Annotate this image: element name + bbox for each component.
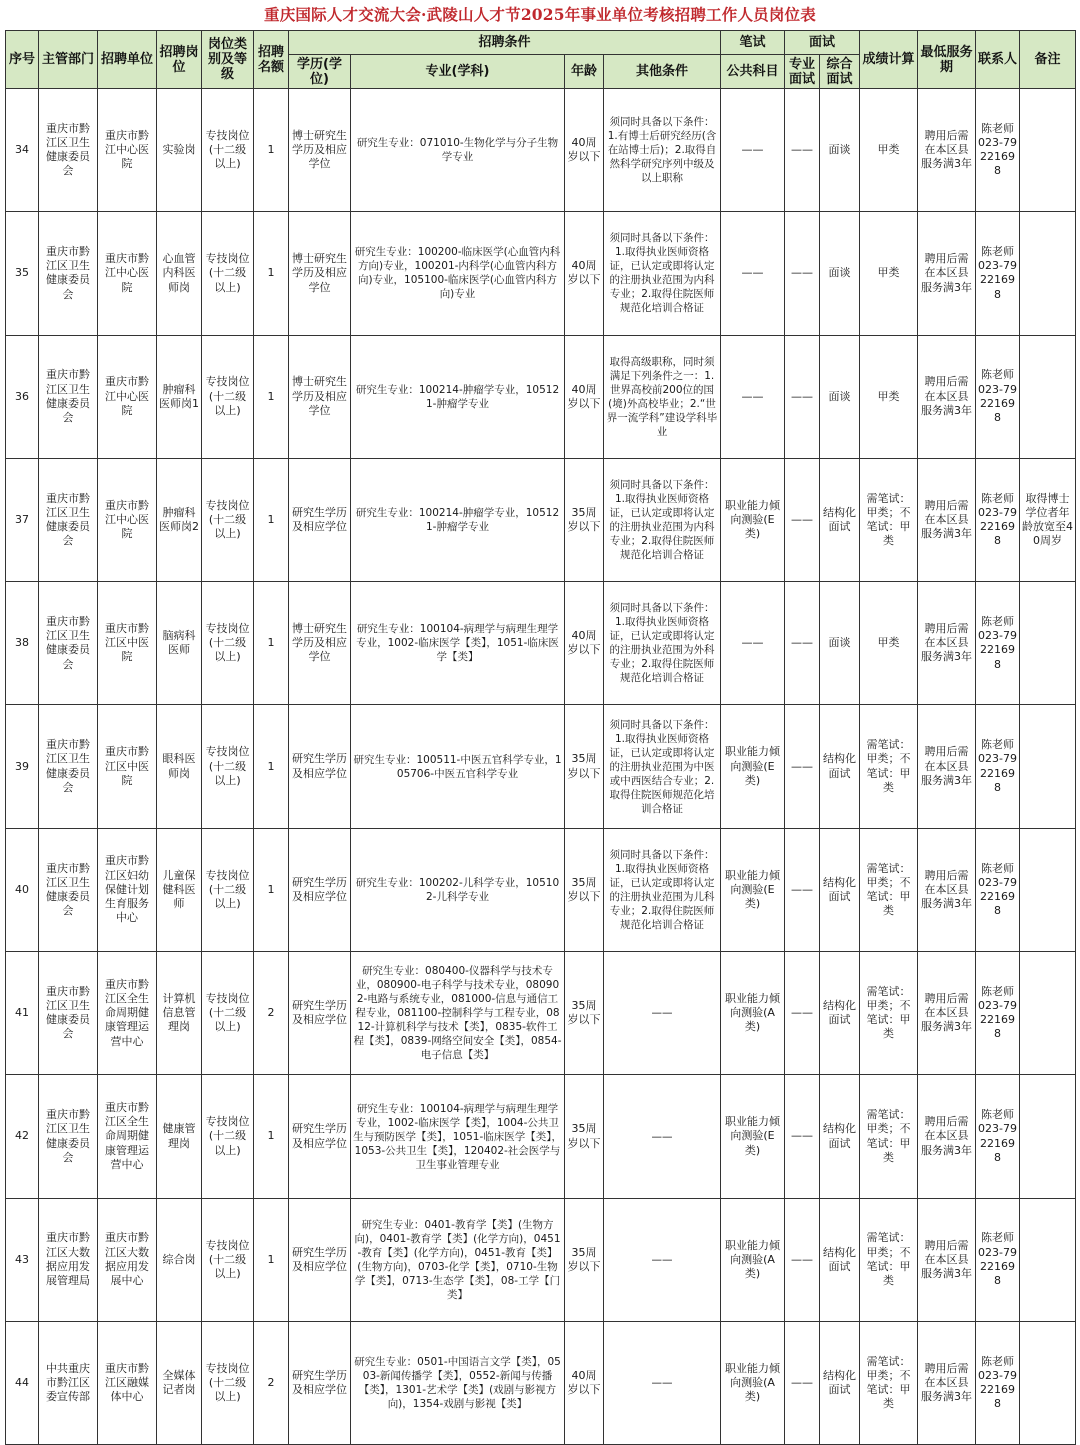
row-unit: 重庆市黔江区中医院 <box>98 582 157 705</box>
table-row <box>6 212 1076 335</box>
row-score: 需笔试：甲类；不笔试：甲类 <box>860 705 918 828</box>
header-score: 成绩计算 <box>860 31 918 89</box>
header-major: 专业(学科) <box>351 55 565 89</box>
row-score: 甲类 <box>860 89 918 212</box>
row-remark <box>1020 582 1076 705</box>
row-dept: 重庆市黔江区卫生健康委员会 <box>39 705 98 828</box>
row-age: 35周岁以下 <box>565 1198 604 1321</box>
row-age: 40周岁以下 <box>565 582 604 705</box>
row-dept: 重庆市黔江区大数据应用发展管理局 <box>39 1198 98 1321</box>
row-remark <box>1020 335 1076 458</box>
row-seq: 34 <box>6 89 39 212</box>
table-row <box>6 1321 1076 1444</box>
row-pro-interview: —— <box>785 828 820 951</box>
header-pro-interview: 专业面试 <box>785 55 820 89</box>
header-contact: 联系人 <box>976 31 1020 89</box>
row-score: 甲类 <box>860 582 918 705</box>
page-title: 重庆国际人才交流大会·武陵山人才节2025年事业单位考核招聘工作人员岗位表 <box>264 5 816 24</box>
row-other: 须同时具备以下条件：1.有博士后研究经历(含在站博士后)；2.取得自然科学研究序列中级及以上职称 <box>604 89 721 212</box>
row-remark <box>1020 89 1076 212</box>
row-comp-interview: 结构化面试 <box>820 1321 860 1444</box>
row-pro-interview: —— <box>785 1075 820 1198</box>
row-written-subject: —— <box>721 212 785 335</box>
row-dept: 重庆市黔江区卫生健康委员会 <box>39 1075 98 1198</box>
row-pro-interview: —— <box>785 335 820 458</box>
row-category: 专技岗位(十二级以上) <box>202 828 254 951</box>
row-edu: 研究生学历及相应学位 <box>289 705 351 828</box>
row-comp-interview: 面谈 <box>820 335 860 458</box>
row-pro-interview: —— <box>785 705 820 828</box>
row-category: 专技岗位(十二级以上) <box>202 1075 254 1198</box>
header-edu: 学历(学位) <box>289 55 351 89</box>
row-unit: 重庆市黔江区大数据应用发展中心 <box>98 1198 157 1321</box>
row-dept: 重庆市黔江区卫生健康委员会 <box>39 828 98 951</box>
row-unit: 重庆市黔江中心医院 <box>98 458 157 581</box>
row-other: 须同时具备以下条件：1.取得执业医师资格证，已认定或即将认定的注册执业范围为内科专业；2.取得住院医师规范化培训合格证 <box>604 458 721 581</box>
row-other: 须同时具备以下条件：1.取得执业医师资格证，已认定或即将认定的注册执业范围为中医或中西医结合专业；2.取得住院医师规范化培训合格证 <box>604 705 721 828</box>
row-age: 35周岁以下 <box>565 828 604 951</box>
row-edu: 研究生学历及相应学位 <box>289 828 351 951</box>
row-written-subject: 职业能力倾向测验(A类) <box>721 952 785 1075</box>
row-edu: 研究生学历及相应学位 <box>289 1075 351 1198</box>
row-min-service: 聘用后需在本区县服务满3年 <box>918 458 976 581</box>
header-interview: 面试 <box>785 31 860 55</box>
row-written-subject: 职业能力倾向测验(E类) <box>721 828 785 951</box>
row-dept: 重庆市黔江区卫生健康委员会 <box>39 89 98 212</box>
row-written-subject: 职业能力倾向测验(E类) <box>721 1075 785 1198</box>
row-contact: 陈老师023-79221698 <box>976 1075 1020 1198</box>
row-unit: 重庆市黔江区妇幼保健计划生育服务中心 <box>98 828 157 951</box>
row-edu: 博士研究生学历及相应学位 <box>289 212 351 335</box>
row-post: 眼科医师岗 <box>157 705 202 828</box>
table-row <box>6 1198 1076 1321</box>
row-score: 需笔试：甲类；不笔试：甲类 <box>860 458 918 581</box>
row-other: 须同时具备以下条件：1.取得执业医师资格证，已认定或即将认定的注册执业范围为儿科专业；2.取得住院医师规范化培训合格证 <box>604 828 721 951</box>
row-score: 甲类 <box>860 212 918 335</box>
row-age: 40周岁以下 <box>565 335 604 458</box>
row-remark <box>1020 952 1076 1075</box>
row-age: 35周岁以下 <box>565 705 604 828</box>
header-age: 年龄 <box>565 55 604 89</box>
row-contact: 陈老师023-79221698 <box>976 828 1020 951</box>
row-post: 实验岗 <box>157 89 202 212</box>
row-other: 须同时具备以下条件：1.取得执业医师资格证，已认定或即将认定的注册执业范围为外科专业；2.取得住院医师规范化培训合格证 <box>604 582 721 705</box>
table-row <box>6 1075 1076 1198</box>
row-pro-interview: —— <box>785 952 820 1075</box>
row-unit: 重庆市黔江区全生命周期健康管理运营中心 <box>98 1075 157 1198</box>
row-edu: 研究生学历及相应学位 <box>289 1198 351 1321</box>
header-unit: 招聘单位 <box>98 31 157 89</box>
row-dept: 重庆市黔江区卫生健康委员会 <box>39 582 98 705</box>
row-category: 专技岗位(十二级以上) <box>202 582 254 705</box>
row-edu: 博士研究生学历及相应学位 <box>289 582 351 705</box>
row-other: —— <box>604 1198 721 1321</box>
row-major: 研究生专业：100200-临床医学(心血管内科方向)专业，100201-内科学(心血管内科方向)专业，105100-临床医学(心血管内科方向)专业 <box>351 212 565 335</box>
row-category: 专技岗位(十二级以上) <box>202 335 254 458</box>
header-dept: 主管部门 <box>39 31 98 89</box>
row-post: 健康管理岗 <box>157 1075 202 1198</box>
row-edu: 研究生学历及相应学位 <box>289 952 351 1075</box>
row-age: 40周岁以下 <box>565 1321 604 1444</box>
row-contact: 陈老师023-79221698 <box>976 1321 1020 1444</box>
row-written-subject: 职业能力倾向测验(E类) <box>721 705 785 828</box>
row-unit: 重庆市黔江中心医院 <box>98 212 157 335</box>
row-remark <box>1020 828 1076 951</box>
row-age: 35周岁以下 <box>565 952 604 1075</box>
row-pro-interview: —— <box>785 458 820 581</box>
row-category: 专技岗位(十二级以上) <box>202 1321 254 1444</box>
row-edu: 研究生学历及相应学位 <box>289 458 351 581</box>
row-other: —— <box>604 952 721 1075</box>
table-row <box>6 89 1076 212</box>
row-min-service: 聘用后需在本区县服务满3年 <box>918 1321 976 1444</box>
row-seq: 44 <box>6 1321 39 1444</box>
row-seq: 40 <box>6 828 39 951</box>
table-row <box>6 705 1076 828</box>
header-remark: 备注 <box>1020 31 1076 89</box>
row-remark <box>1020 1075 1076 1198</box>
row-unit: 重庆市黔江区全生命周期健康管理运营中心 <box>98 952 157 1075</box>
row-pro-interview: —— <box>785 1321 820 1444</box>
header-comp-interview: 综合面试 <box>820 55 860 89</box>
row-age: 40周岁以下 <box>565 212 604 335</box>
header-category: 岗位类别及等级 <box>202 31 254 89</box>
row-min-service: 聘用后需在本区县服务满3年 <box>918 1198 976 1321</box>
row-seq: 38 <box>6 582 39 705</box>
row-post: 计算机信息管理岗 <box>157 952 202 1075</box>
row-major: 研究生专业：100104-病理学与病理生理学专业，1002-临床医学【类】，1051-临床医学【类】 <box>351 582 565 705</box>
row-seq: 43 <box>6 1198 39 1321</box>
row-major: 研究生专业：071010-生物化学与分子生物学专业 <box>351 89 565 212</box>
row-category: 专技岗位(十二级以上) <box>202 458 254 581</box>
row-seq: 39 <box>6 705 39 828</box>
table-row <box>6 582 1076 705</box>
row-count: 1 <box>254 89 289 212</box>
row-count: 1 <box>254 582 289 705</box>
row-major: 研究生专业：100214-肿瘤学专业，105121-肿瘤学专业 <box>351 458 565 581</box>
row-dept: 中共重庆市黔江区委宣传部 <box>39 1321 98 1444</box>
row-remark: 取得博士学位者年龄放宽至40周岁 <box>1020 458 1076 581</box>
row-count: 1 <box>254 705 289 828</box>
row-major: 研究生专业：0401-教育学【类】(生物方向)，0401-教育学【类】(化学方向)，0451-教育【类】(化学方向)，0451-教育【类】(生物方向)，0703-化学【类】，0710-生物学【类】，0713-生态学【类】，08-工学【门类】 <box>351 1198 565 1321</box>
row-pro-interview: —— <box>785 89 820 212</box>
row-contact: 陈老师023-79221698 <box>976 89 1020 212</box>
row-contact: 陈老师023-79221698 <box>976 705 1020 828</box>
row-age: 35周岁以下 <box>565 458 604 581</box>
row-category: 专技岗位(十二级以上) <box>202 1198 254 1321</box>
row-min-service: 聘用后需在本区县服务满3年 <box>918 705 976 828</box>
row-written-subject: —— <box>721 582 785 705</box>
row-post: 肿瘤科医师岗1 <box>157 335 202 458</box>
header-post: 招聘岗位 <box>157 31 202 89</box>
row-category: 专技岗位(十二级以上) <box>202 212 254 335</box>
row-dept: 重庆市黔江区卫生健康委员会 <box>39 335 98 458</box>
row-other: 须同时具备以下条件：1.取得执业医师资格证，已认定或即将认定的注册执业范围为内科专业；2.取得住院医师规范化培训合格证 <box>604 212 721 335</box>
row-written-subject: 职业能力倾向测验(E类) <box>721 458 785 581</box>
header-seq: 序号 <box>6 31 39 89</box>
row-post: 儿童保健科医师 <box>157 828 202 951</box>
row-other: —— <box>604 1321 721 1444</box>
row-min-service: 聘用后需在本区县服务满3年 <box>918 1075 976 1198</box>
row-comp-interview: 结构化面试 <box>820 828 860 951</box>
row-category: 专技岗位(十二级以上) <box>202 952 254 1075</box>
row-post: 脑病科医师 <box>157 582 202 705</box>
row-written-subject: 职业能力倾向测验(A类) <box>721 1321 785 1444</box>
row-unit: 重庆市黔江中心医院 <box>98 335 157 458</box>
row-min-service: 聘用后需在本区县服务满3年 <box>918 335 976 458</box>
row-score: 甲类 <box>860 335 918 458</box>
row-unit: 重庆市黔江区中医院 <box>98 705 157 828</box>
row-contact: 陈老师023-79221698 <box>976 1198 1020 1321</box>
header-count: 招聘名额 <box>254 31 289 89</box>
header-written: 笔试 <box>721 31 785 55</box>
row-dept: 重庆市黔江区卫生健康委员会 <box>39 458 98 581</box>
row-comp-interview: 面谈 <box>820 582 860 705</box>
row-pro-interview: —— <box>785 212 820 335</box>
row-pro-interview: —— <box>785 582 820 705</box>
row-count: 1 <box>254 828 289 951</box>
table-row <box>6 335 1076 458</box>
row-seq: 35 <box>6 212 39 335</box>
row-comp-interview: 结构化面试 <box>820 1198 860 1321</box>
row-score: 需笔试：甲类；不笔试：甲类 <box>860 1075 918 1198</box>
row-dept: 重庆市黔江区卫生健康委员会 <box>39 212 98 335</box>
row-contact: 陈老师023-79221698 <box>976 952 1020 1075</box>
header-public-subject: 公共科目 <box>721 55 785 89</box>
row-written-subject: —— <box>721 89 785 212</box>
row-remark <box>1020 1198 1076 1321</box>
row-major: 研究生专业：100104-病理学与病理生理学专业，1002-临床医学【类】，1004-公共卫生与预防医学【类】，1051-临床医学【类】，1053-公共卫生【类】，120402-社会医学与卫生事业管理专业 <box>351 1075 565 1198</box>
row-category: 专技岗位(十二级以上) <box>202 89 254 212</box>
table-row <box>6 458 1076 581</box>
row-remark <box>1020 705 1076 828</box>
row-post: 全媒体记者岗 <box>157 1321 202 1444</box>
row-score: 需笔试：甲类；不笔试：甲类 <box>860 952 918 1075</box>
table-row <box>6 828 1076 951</box>
row-seq: 37 <box>6 458 39 581</box>
row-contact: 陈老师023-79221698 <box>976 212 1020 335</box>
row-edu: 研究生学历及相应学位 <box>289 1321 351 1444</box>
row-age: 40周岁以下 <box>565 89 604 212</box>
job-table <box>5 30 1076 1445</box>
row-comp-interview: 面谈 <box>820 212 860 335</box>
row-unit: 重庆市黔江中心医院 <box>98 89 157 212</box>
row-major: 研究生专业：100511-中医五官科学专业，105706-中医五官科学专业 <box>351 705 565 828</box>
row-min-service: 聘用后需在本区县服务满3年 <box>918 582 976 705</box>
row-seq: 41 <box>6 952 39 1075</box>
row-contact: 陈老师023-79221698 <box>976 458 1020 581</box>
row-count: 1 <box>254 1198 289 1321</box>
table-row <box>6 952 1076 1075</box>
row-score: 需笔试：甲类；不笔试：甲类 <box>860 828 918 951</box>
row-remark <box>1020 1321 1076 1444</box>
header-conditions: 招聘条件 <box>289 31 721 55</box>
table-body <box>6 89 1076 1445</box>
header-other: 其他条件 <box>604 55 721 89</box>
row-min-service: 聘用后需在本区县服务满3年 <box>918 212 976 335</box>
row-count: 1 <box>254 212 289 335</box>
row-post: 肿瘤科医师岗2 <box>157 458 202 581</box>
table-header <box>6 31 1076 89</box>
row-major: 研究生专业：100202-儿科学专业，105102-儿科学专业 <box>351 828 565 951</box>
row-count: 1 <box>254 1075 289 1198</box>
row-contact: 陈老师023-79221698 <box>976 335 1020 458</box>
row-comp-interview: 结构化面试 <box>820 458 860 581</box>
row-other: —— <box>604 1075 721 1198</box>
row-edu: 博士研究生学历及相应学位 <box>289 335 351 458</box>
row-post: 综合岗 <box>157 1198 202 1321</box>
row-major: 研究生专业：100214-肿瘤学专业，105121-肿瘤学专业 <box>351 335 565 458</box>
row-dept: 重庆市黔江区卫生健康委员会 <box>39 952 98 1075</box>
header-min-service: 最低服务期 <box>918 31 976 89</box>
row-comp-interview: 面谈 <box>820 89 860 212</box>
row-min-service: 聘用后需在本区县服务满3年 <box>918 952 976 1075</box>
row-post: 心血管内科医师岗 <box>157 212 202 335</box>
row-min-service: 聘用后需在本区县服务满3年 <box>918 828 976 951</box>
row-score: 需笔试：甲类；不笔试：甲类 <box>860 1321 918 1444</box>
row-major: 研究生专业：0501-中国语言文学【类】，0503-新闻传播学【类】，0552-新闻与传播【类】，1301-艺术学【类】(戏剧与影视方向)，1354-戏剧与影视【类】 <box>351 1321 565 1444</box>
row-min-service: 聘用后需在本区县服务满3年 <box>918 89 976 212</box>
row-count: 1 <box>254 335 289 458</box>
row-category: 专技岗位(十二级以上) <box>202 705 254 828</box>
row-other: 取得高级职称，同时须满足下列条件之一：1.世界高校前200位的国(境)外高校毕业；2.“世界一流学科”建设学科毕业 <box>604 335 721 458</box>
row-count: 2 <box>254 952 289 1075</box>
row-seq: 42 <box>6 1075 39 1198</box>
row-comp-interview: 结构化面试 <box>820 705 860 828</box>
row-written-subject: 职业能力倾向测验(A类) <box>721 1198 785 1321</box>
row-comp-interview: 结构化面试 <box>820 1075 860 1198</box>
row-count: 2 <box>254 1321 289 1444</box>
row-score: 需笔试：甲类；不笔试：甲类 <box>860 1198 918 1321</box>
row-pro-interview: —— <box>785 1198 820 1321</box>
row-age: 35周岁以下 <box>565 1075 604 1198</box>
row-unit: 重庆市黔江区融媒体中心 <box>98 1321 157 1444</box>
row-count: 1 <box>254 458 289 581</box>
row-remark <box>1020 212 1076 335</box>
row-major: 研究生专业：080400-仪器科学与技术专业，080900-电子科学与技术专业，080902-电路与系统专业，081000-信息与通信工程专业，081100-控制科学与工程专业，0812-计算机科学与技术【类】，0835-软件工程【类】，0839-网络空间安全【类】，0854-电子信息【类】 <box>351 952 565 1075</box>
row-comp-interview: 结构化面试 <box>820 952 860 1075</box>
row-seq: 36 <box>6 335 39 458</box>
row-contact: 陈老师023-79221698 <box>976 582 1020 705</box>
row-written-subject: —— <box>721 335 785 458</box>
row-edu: 博士研究生学历及相应学位 <box>289 89 351 212</box>
